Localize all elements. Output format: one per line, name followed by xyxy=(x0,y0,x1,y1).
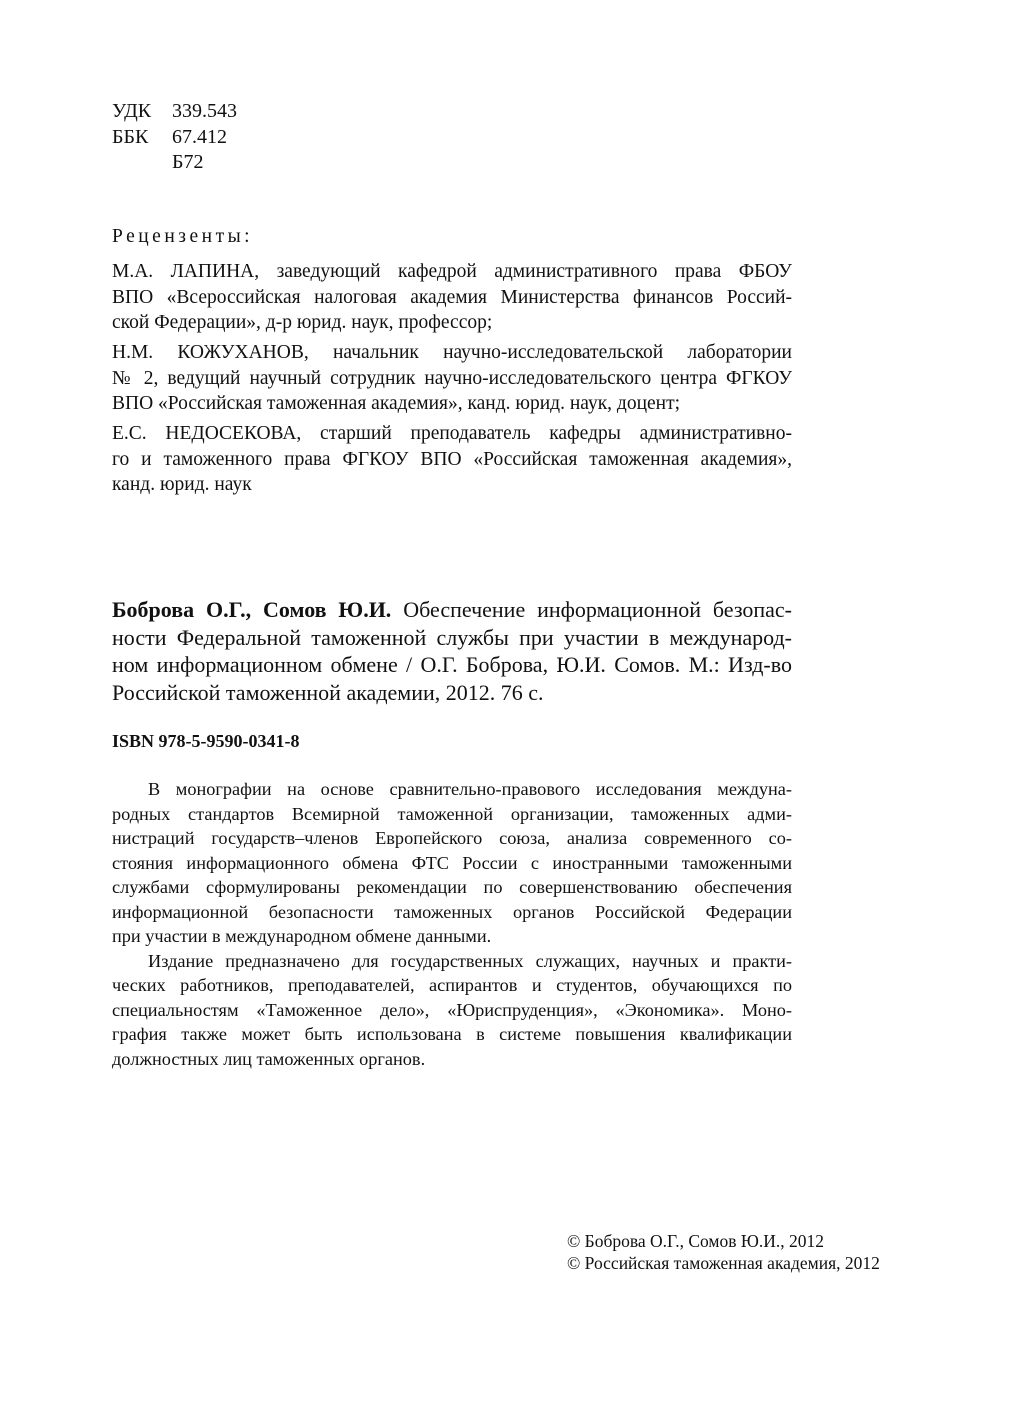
abstract-line: специальностям «Таможенное дело», «Юриспруденция», «Экономика». Моно- xyxy=(112,999,792,1020)
bib-line: ности Федеральной таможенной службы при участии в международ- xyxy=(112,625,792,650)
udk-label: УДК xyxy=(112,100,152,122)
copyright-authors: © Боброва О.Г., Сомов Ю.И., 2012 xyxy=(567,1231,825,1251)
reviewer-line: М.А. ЛАПИНА, заведующий кафедрой административного права ФБОУ xyxy=(112,261,792,282)
bbk-line xyxy=(112,125,792,150)
bbk-label: ББК xyxy=(112,126,149,148)
reviewer-line: Н.М. КОЖУХАНОВ, начальник научно-исследовательской лаборатории xyxy=(112,342,792,363)
bib-line: ном информационном обмене / О.Г. Боброва, Ю.И. Сомов. М.: Изд-во xyxy=(112,652,792,677)
abstract-line: стояния информационного обмена ФТС России с иностранными таможенными xyxy=(112,852,792,873)
copyright-publisher: © Российская таможенная академия, 2012 xyxy=(567,1253,880,1273)
reviewer-line: канд. юрид. наук xyxy=(112,474,252,495)
reviewer-line: го и таможенного права ФГКОУ ВПО «Российская таможенная академия», xyxy=(112,448,792,470)
title-start: Обеспечение информационной безопас- xyxy=(403,597,793,622)
reviewer-line: ской Федерации», д-р юрид. наук, профессор; xyxy=(112,312,493,333)
udk-line xyxy=(112,99,792,124)
abstract-line: нистраций государств–членов Европейского союза, анализа современного со- xyxy=(112,828,792,848)
bbk-code: 67.412 xyxy=(172,126,227,148)
abstract-line: информационной безопасности таможенных органов Российской Федерации xyxy=(112,901,792,922)
author-mark-line xyxy=(112,150,792,175)
abstract-line: при участии в международном обмене данными. xyxy=(112,926,492,946)
abstract-line: Издание предназначено для государственных служащих, научных и практи- xyxy=(148,950,792,971)
reviewer-line: Е.С. НЕДОСЕКОВА, старший преподаватель кафедры административно- xyxy=(112,423,792,444)
bib-line-1 xyxy=(112,596,792,624)
abstract-line: родных стандартов Всемирной таможенной организации, таможенных адми- xyxy=(112,803,792,824)
author-mark: Б72 xyxy=(172,151,204,173)
abstract-line: ческих работников, преподавателей, аспирантов и студентов, обучающихся по xyxy=(112,975,792,995)
abstract-line: В монографии на основе сравнительно-правового исследования междуна- xyxy=(148,779,792,799)
udk-code: 339.543 xyxy=(172,100,237,122)
abstract-line: графия также может быть использована в системе повышения квалификации xyxy=(112,1024,792,1044)
reviewers-heading: Рецензенты: xyxy=(112,226,254,247)
reviewer-line: № 2, ведущий научный сотрудник научно-исследовательского центра ФГКОУ xyxy=(112,367,792,389)
reviewer-line: ВПО «Российская таможенная академия», канд. юрид. наук, доцент; xyxy=(112,393,681,414)
abstract-line: службами сформулированы рекомендации по совершенствованию обеспечения xyxy=(112,877,792,897)
isbn: ISBN 978-5-9590-0341-8 xyxy=(112,731,300,751)
reviewer-line: ВПО «Всероссийская налоговая академия Министерства финансов Россий- xyxy=(112,286,792,308)
authors: Боброва О.Г., Сомов Ю.И. xyxy=(112,597,392,622)
abstract-line: должностных лиц таможенных органов. xyxy=(112,1048,426,1069)
bib-line: Российской таможенной академии, 2012. 76 с. xyxy=(112,680,544,705)
